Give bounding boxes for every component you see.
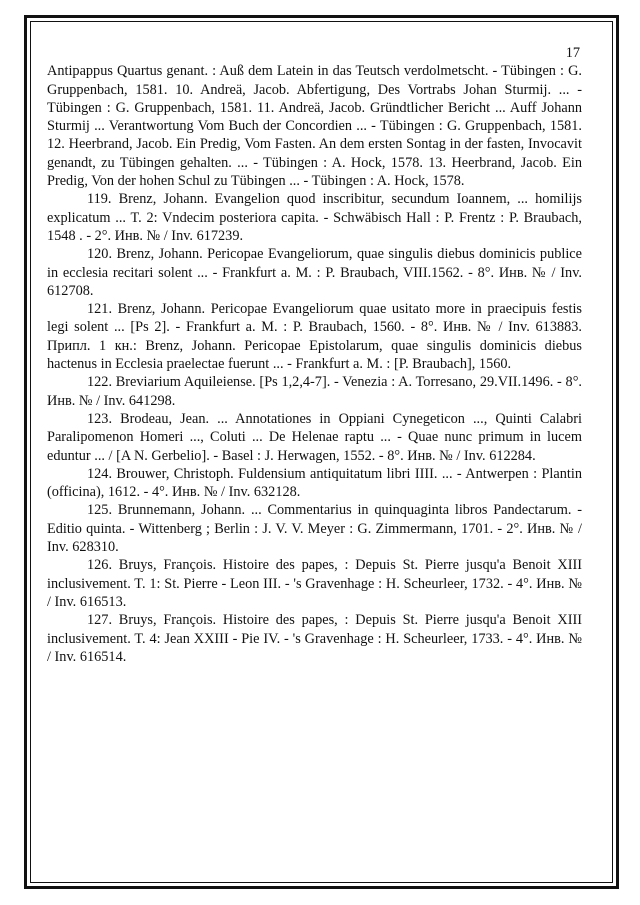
catalog-entry-121: 121. Brenz, Johann. Pericopae Evangeliorum quae usitato more in praecipuis festis legi solent ... [Ps 2]. - Frankfurt a. M. : P. Braubach, 1560. - 8°. Инв. № / Inv. 613883. Припл. 1 кн.: Brenz, Johann. Pericopae Epistolarum, quae singulis dominicis diebus hactenus in Ecclesia praelectae fuerunt ... - Frankfurt a. M. : [P. Braubach], 1560. bbox=[47, 301, 582, 373]
catalog-entry-120: 120. Brenz, Johann. Pericopae Evangeliorum, quae singulis diebus dominicis publice in ecclesia recitari solent ... - Frankfurt a. M. : P. Braubach, VIII.1562. - 8°. Инв. № / Inv. 612708. bbox=[47, 246, 582, 299]
catalog-entry-124: 124. Brouwer, Christoph. Fuldensium antiquitatum libri IIII. ... - Antwerpen : Plantin (officina), 1612. - 4°. Инв. № / Inv. 632128. bbox=[47, 465, 582, 501]
catalog-entry-122: 122. Breviarium Aquileiense. [Ps 1,2,4-7]. - Venezia : A. Torresano, 29.VII.1496. - 8°. Инв. № / Inv. 641298. bbox=[47, 374, 582, 409]
continued-entry: Antipappus Quartus genant. : Auß dem Latein in das Teutsch verdolmetscht. - Tübingen : G. Gruppenbach, 1581. 10. Andreä, Jacob. Abfertigung, Des Vortrabs Johan Sturmij. ... - Tübingen : G. Gruppenbach, 1581. 11. Andreä, Jacob. Gründtlicher Bericht ... Auff Johann Sturmij ... Verantwortung Vom Buch der Concordien ... - Tübingen : G. Gruppenbach, 1581. 12. Heerbrand, Jacob. Ein Predig, Vom Fasten. An dem ersten Sontag in der fasten, Invocavit genandt, zu Tübingen gehalten. ... - Tübingen : A. Hock, 1578. 13. Heerbrand, Jacob. Ein Predig, Von der hohen Schul zu Tübingen ... - Tübingen : A. Hock, 1578. bbox=[47, 63, 582, 190]
catalog-entry-119: 119. Brenz, Johann. Evangelion quod inscribitur, secundum Ioannem, ... homilijs explicatum ... T. 2: Vndecim posteriora capita. - Schwäbisch Hall : P. Frentz : P. Braubach, 1548 . - 2°. Инв. № / Inv. 617239. bbox=[47, 191, 582, 244]
catalog-entry-125: 125. Brunnemann, Johann. ... Commentarius in quinquaginta libros Pandectarum. - Editio quinta. - Wittenberg ; Berlin : J. V. V. Meyer : G. Zimmermann, 1701. - 2°. Инв. № / Inv. 628310. bbox=[47, 502, 582, 556]
catalog-entry-123: 123. Brodeau, Jean. ... Annotationes in Oppiani Cynegeticon ..., Quinti Calabri Paralipomenon Homeri ..., Coluti ... De Helenae raptu ... - Quae nunc primum in lucem eduntur ... / [A N. Gerbelio]. - Basel : J. Herwagen, 1552. - 8°. Инв. № / Inv. 612284. bbox=[47, 410, 582, 464]
catalog-entry-127: 127. Bruys, François. Histoire des papes, : Depuis St. Pierre jusqu'a Benoit XIII inclusivement. T. 4: Jean XXIII - Pie IV. - 's Gravenhage : H. Scheurleer, 1733. - 4°. Инв. № / Inv. 616514. bbox=[47, 612, 582, 665]
page-number: 17 bbox=[565, 45, 580, 61]
catalog-entry-126: 126. Bruys, François. Histoire des papes, : Depuis St. Pierre jusqu'a Benoit XIII inclusivement. T. 1: St. Pierre - Leon III. - 's Gravenhage : H. Scheurleer, 1732. - 4°. Инв. № / Inv. 616513. bbox=[47, 557, 582, 610]
catalog-page bbox=[47, 44, 582, 666]
